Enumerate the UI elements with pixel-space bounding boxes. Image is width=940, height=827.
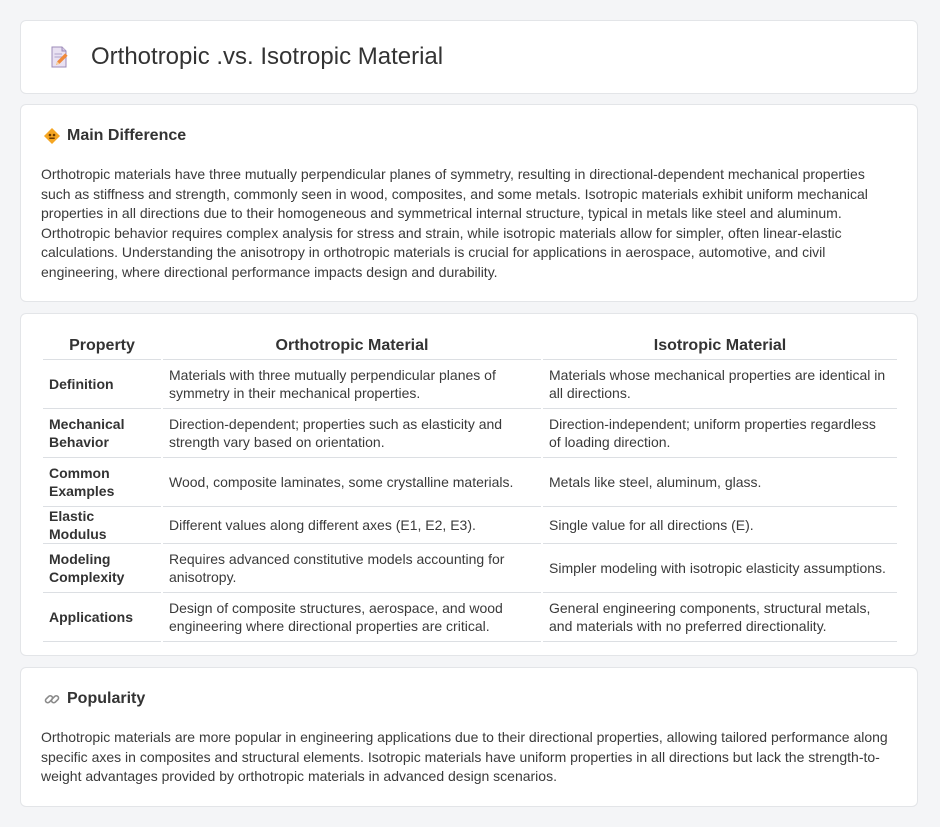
table-row bbox=[43, 507, 897, 544]
table-row bbox=[43, 544, 897, 593]
row-isotropic: General engineering components, structural metals, and materials with no preferred directionality. bbox=[543, 593, 897, 642]
comparison-table-card bbox=[20, 313, 918, 656]
row-property: Applications bbox=[43, 593, 161, 642]
table-row bbox=[43, 409, 897, 458]
row-isotropic: Single value for all directions (E). bbox=[543, 507, 897, 544]
column-header-isotropic: Isotropic Material bbox=[543, 333, 897, 360]
column-header-orthotropic: Orthotropic Material bbox=[163, 333, 541, 360]
popularity-header bbox=[43, 690, 145, 708]
diamond-warning-icon bbox=[43, 127, 61, 145]
row-orthotropic: Direction-dependent; properties such as elasticity and strength vary based on orientation. bbox=[163, 409, 541, 458]
row-orthotropic: Requires advanced constitutive models accounting for anisotropy. bbox=[163, 544, 541, 593]
main-difference-header bbox=[43, 127, 186, 145]
row-orthotropic: Wood, composite laminates, some crystalline materials. bbox=[163, 458, 541, 507]
table-row bbox=[43, 593, 897, 642]
row-orthotropic: Design of composite structures, aerospace, and wood engineering where directional properties are critical. bbox=[163, 593, 541, 642]
popularity-card bbox=[20, 667, 918, 807]
row-isotropic: Direction-independent; uniform properties regardless of loading direction. bbox=[543, 409, 897, 458]
main-difference-text: Orthotropic materials have three mutually perpendicular planes of symmetry, resulting in directional-dependent mechanical properties such as stiffness and strength, commonly seen in wood, composites, and some metals. Isotropic materials exhibit uniform mechanical properties in all directions due to their homogeneous and symmetrical internal structure, typical in metals like steel and aluminum. Orthotropic behavior requires complex analysis for stress and strain, while isotropic materials allow for simpler, often linear-elastic calculations. Understanding the anisotropy in orthotropic materials is crucial for applications in aerospace, automotive, and civil engineering, where directional performance impacts design and durability. bbox=[41, 166, 868, 280]
page-title: Orthotropic .vs. Isotropic Material bbox=[91, 43, 444, 70]
table-row bbox=[43, 360, 897, 409]
row-property: Definition bbox=[43, 360, 161, 409]
table-header-row bbox=[43, 333, 897, 360]
column-header-property: Property bbox=[43, 333, 161, 360]
comparison-table bbox=[41, 333, 899, 642]
row-isotropic: Simpler modeling with isotropic elasticity assumptions. bbox=[543, 544, 897, 593]
row-property: Mechanical Behavior bbox=[43, 409, 161, 458]
row-orthotropic: Different values along different axes (E1, E2, E3). bbox=[163, 507, 541, 544]
row-property: Modeling Complexity bbox=[43, 544, 161, 593]
table-row bbox=[43, 458, 897, 507]
main-difference-heading: Main Difference bbox=[67, 127, 187, 144]
document-pencil-icon bbox=[47, 45, 71, 69]
title-card bbox=[20, 20, 918, 94]
row-isotropic: Materials whose mechanical properties are identical in all directions. bbox=[543, 360, 897, 409]
popularity-heading: Popularity bbox=[67, 690, 146, 707]
row-property: Common Examples bbox=[43, 458, 161, 507]
row-orthotropic: Materials with three mutually perpendicular planes of symmetry in their mechanical properties. bbox=[163, 360, 541, 409]
popularity-text: Orthotropic materials are more popular in engineering applications due to their directional properties, allowing tailored performance along specific axes in composites and structural elements. Isotropic materials have uniform properties in all directions but lack the strength-to-weight advantages provided by orthotropic materials in advanced design scenarios. bbox=[41, 729, 888, 784]
row-property: Elastic Modulus bbox=[43, 507, 161, 544]
row-isotropic: Metals like steel, aluminum, glass. bbox=[543, 458, 897, 507]
main-difference-card bbox=[20, 104, 918, 302]
link-icon bbox=[43, 690, 61, 708]
